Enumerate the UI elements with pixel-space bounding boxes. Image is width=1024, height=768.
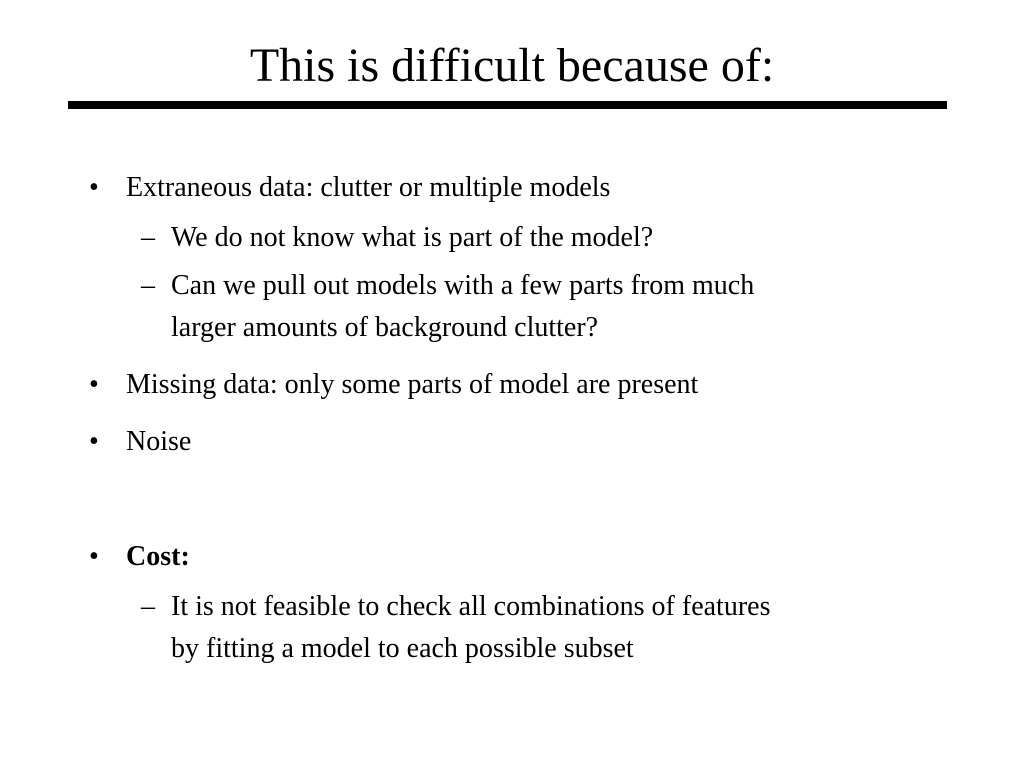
sub-bullet-marker: – [141, 270, 155, 301]
sub-bullet-pull-out-models-line-1: Can we pull out models with a few parts from much [171, 270, 755, 301]
bullet-marker: • [89, 541, 99, 572]
sub-bullet-unknown-model-parts: We do not know what is part of the model? [171, 222, 654, 253]
bullet-marker: • [89, 369, 99, 400]
sub-bullet-pull-out-models-line-2: larger amounts of background clutter? [171, 312, 599, 343]
sub-bullet-marker: – [141, 591, 155, 622]
sub-bullet-marker: – [141, 222, 155, 253]
slide-title: This is difficult because of: [249, 39, 775, 92]
bullet-marker: • [89, 172, 99, 203]
bullet-cost: Cost: [126, 541, 190, 572]
bullet-noise: Noise [126, 426, 192, 457]
bullet-missing-data: Missing data: only some parts of model are present [126, 369, 699, 400]
bullet-marker: • [89, 426, 99, 457]
bullet-extraneous-data: Extraneous data: clutter or multiple models [126, 172, 611, 203]
sub-bullet-not-feasible-line-2: by fitting a model to each possible subset [171, 633, 634, 664]
sub-bullet-not-feasible-line-1: It is not feasible to check all combinations of features [171, 591, 771, 622]
title-underline [68, 101, 947, 109]
